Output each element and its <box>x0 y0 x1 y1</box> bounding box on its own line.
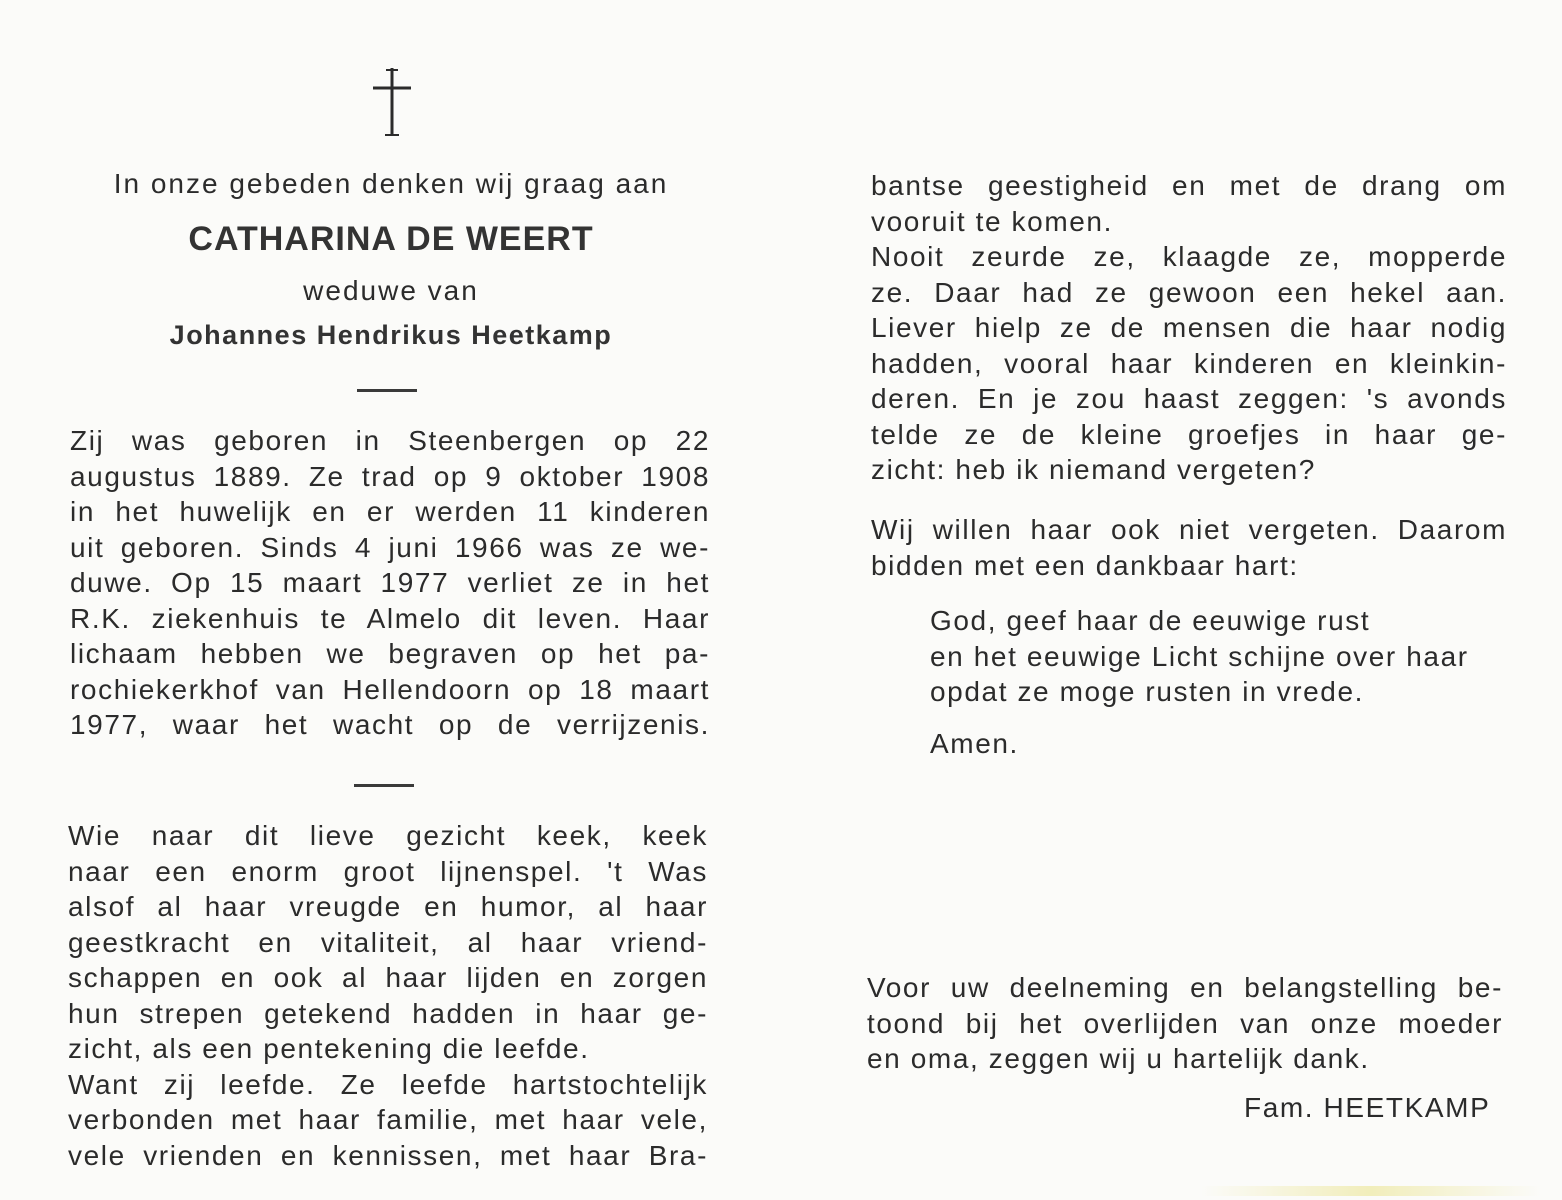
text-line: hun strepen getekend hadden in haar ge- <box>68 997 708 1029</box>
text-line: Nooit zeurde ze, klaagde ze, mopperde <box>871 241 1507 272</box>
tribute-paragraph <box>68 818 708 1173</box>
cross-icon <box>371 66 413 138</box>
prayer <box>930 603 1469 710</box>
continued-paragraph <box>871 168 1507 488</box>
text-line: Wij willen haar ook niet vergeten. Daarom <box>871 514 1507 545</box>
text-line: R.K. ziekenhuis te Almelo dit leven. Haar <box>70 602 710 634</box>
text-line: Voor uw deelneming en belangstelling be- <box>867 972 1503 1003</box>
text-line: toond bij het overlijden van onze moeder <box>867 1007 1503 1039</box>
remember-paragraph <box>871 512 1507 583</box>
text-line: vooruit te komen. <box>871 205 1113 237</box>
text-line: telde ze de kleine groefjes in haar ge- <box>871 418 1507 450</box>
text-line: lichaam hebben we begraven op het pa- <box>70 638 710 669</box>
deceased-name: CATHARINA DE WEERT <box>188 220 594 258</box>
text-line: uit geboren. Sinds 4 juni 1966 was ze we- <box>70 531 710 563</box>
text-line: bantse geestigheid en met de drang om <box>871 170 1507 201</box>
amen: Amen. <box>930 728 1019 759</box>
prayer-line: en het eeuwige Licht schijne over haar <box>930 640 1469 672</box>
text-line: Want zij leefde. Ze leefde hartstochtelijk <box>68 1068 708 1100</box>
text-line: ze. Daar had ze gewoon een hekel aan. <box>871 276 1507 308</box>
text-line: rochiekerkhof van Hellendoorn op 18 maart <box>70 673 710 705</box>
right-panel <box>781 0 1562 1200</box>
text-line: zicht, als een pentekening die leefde. <box>68 1033 590 1064</box>
text-line: Wie naar dit lieve gezicht keek, keek <box>68 820 708 851</box>
text-line: bidden met een dankbaar hart: <box>871 549 1299 581</box>
text-line: Zij was geboren in Steenbergen op 22 <box>70 425 710 456</box>
text-line: zicht: heb ik niemand vergeten? <box>871 454 1316 485</box>
text-line: geestkracht en vitaliteit, al haar vriend- <box>68 926 708 958</box>
husband-name: Johannes Hendrikus Heetkamp <box>169 320 613 350</box>
thanks-paragraph <box>867 970 1503 1077</box>
widow-of-label: weduwe van <box>303 275 479 306</box>
text-line: 1977, waar het wacht op de verrijzenis. <box>70 709 710 740</box>
text-line: in het huwelijk en er werden 11 kinderen <box>70 496 710 527</box>
biography-paragraph <box>70 423 710 743</box>
text-line: en oma, zeggen wij u hartelijk dank. <box>867 1043 1370 1074</box>
text-line: Liever hielp ze de mensen die haar nodig <box>871 312 1507 343</box>
text-line: hadden, vooral haar kinderen en kleinkin- <box>871 347 1507 379</box>
text-line: verbonden met haar familie, met haar vele, <box>68 1104 708 1135</box>
text-line: vele vrienden en kennissen, met haar Bra- <box>68 1139 708 1171</box>
prayer-line: God, geef haar de eeuwige rust <box>930 605 1371 636</box>
text-line: augustus 1889. Ze trad op 9 oktober 1908 <box>70 460 710 492</box>
text-line: schappen en ook al haar lijden en zorgen <box>68 962 708 993</box>
divider <box>354 784 414 787</box>
text-line: alsof al haar vreugde en humor, al haar <box>68 891 708 922</box>
text-line: naar een enorm groot lijnenspel. 't Was <box>68 855 708 887</box>
prayer-line: opdat ze moge rusten in vrede. <box>930 676 1365 707</box>
paper-stain <box>1201 1186 1541 1196</box>
text-line: duwe. Op 15 maart 1977 verliet ze in het <box>70 567 710 598</box>
divider <box>357 389 417 392</box>
intro-line: In onze gebeden denken wij graag aan <box>113 168 669 199</box>
text-line: deren. En je zou haast zeggen: 's avonds <box>871 383 1507 414</box>
family-signature: Fam. HEETKAMP <box>1244 1092 1491 1123</box>
